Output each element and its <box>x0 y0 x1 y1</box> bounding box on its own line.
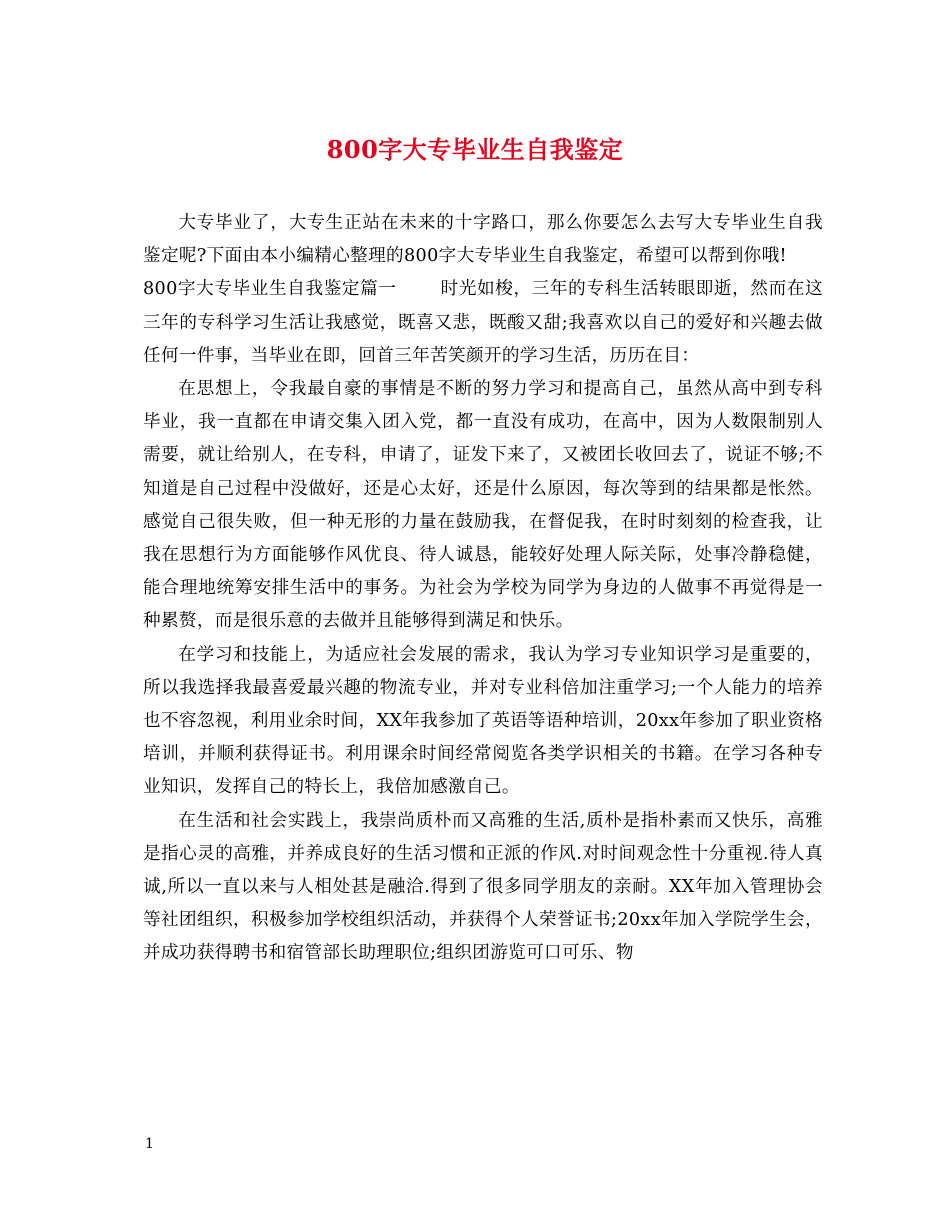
section-first-text: 时光如梭，三年的专科生活转眼即逝，然而在这三年的专科学习生活让我感觉，既喜又悲，既酸又甜;我喜欢以自己的爱好和兴趣去做任何一件事，当毕业在即，回首三年苦笑颜开的学习生活，历历在目： <box>143 279 823 366</box>
paragraph-thought: 在思想上，令我最自豪的事情是不断的努力学习和提高自己，虽然从高中到专科毕业，我一直都在申请交集入团入党，都一直没有成功，在高中，因为人数限制别人需要，就让给别人，在专科，申请了，证发下来了，又被团长收回去了，说证不够;不知道是自己过程中没做好，还是心太好，还是什么原因，每次等到的结果都是怅然。感觉自己很失败，但一种无形的力量在鼓励我，在督促我，在时时刻刻的检查我，让我在思想行为方面能够作风优良、待人诚恳，能较好处理人际关际，处事冷静稳健，能合理地统筹安排生活中的事务。为社会为学校为同学为身边的人做事不再觉得是一种累赘，而是很乐意的去做并且能够得到满足和快乐。 <box>143 379 823 632</box>
document-title: 800字大专毕业生自我鉴定 <box>326 135 624 164</box>
intro-paragraph: 大专毕业了，大专生正站在未来的十字路口，那么你要怎么去写大专毕业生自我鉴定呢?下面由本小编精心整理的800字大专毕业生自我鉴定，希望可以帮到你哦! <box>143 213 823 267</box>
section-label: 800字大专毕业生自我鉴定篇一 <box>143 279 397 300</box>
section-first-paragraph <box>143 273 823 373</box>
page-number: 1 <box>145 1136 154 1152</box>
paragraph-study: 在学习和技能上，为适应社会发展的需求，我认为学习专业知识学习是重要的，所以我选择我最喜爱最兴趣的物流专业，并对专业科倍加注重学习;一个人能力的培养也不容忽视，利用业余时间，XX年我参加了英语等语种培训，20xx年参加了职业资格培训，并顺利获得证书。利用课余时间经常阅览各类学识相关的书籍。在学习各种专业知识，发挥自己的特长上，我倍加感激自己。 <box>143 644 823 798</box>
document-body <box>143 207 823 971</box>
paragraph-life: 在生活和社会实践上，我崇尚质朴而又高雅的生活,质朴是指朴素而又快乐，高雅是指心灵的高雅，并养成良好的生活习惯和正派的作风.对时间观念性十分重视.待人真诚,所以一直以来与人相处甚是融洽.得到了很多同学朋友的亲耐。XX年加入管理协会等社团组织，积极参加学校组织活动，并获得个人荣誉证书;20xx年加入学院学生会，并成功获得聘书和宿管部长助理职位;组织团游览可口可乐、物 <box>143 810 823 964</box>
